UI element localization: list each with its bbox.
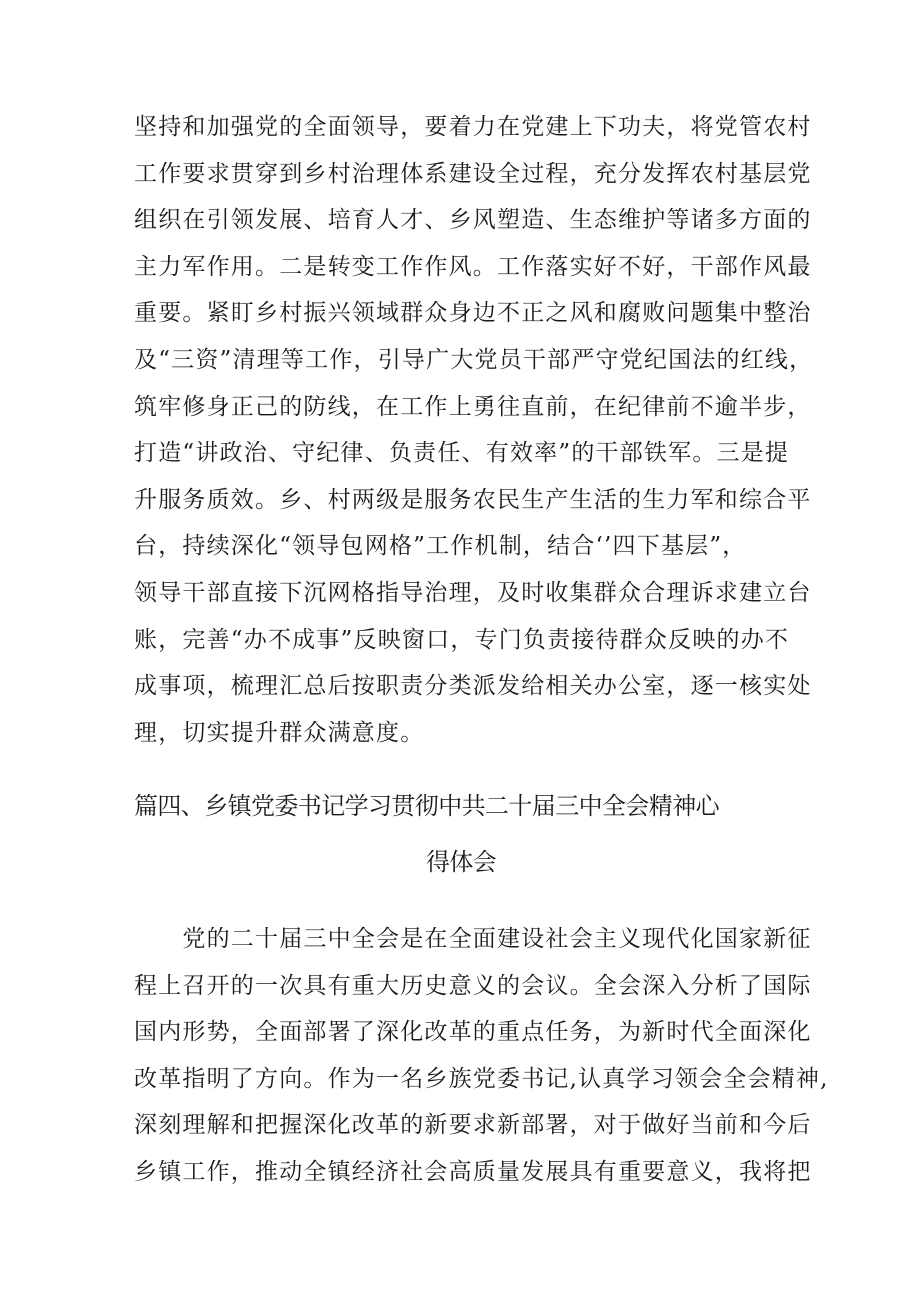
section-heading bbox=[134, 778, 794, 890]
text-line: 台，持续深化“领导包网格”工作机制，结合‘’四下基层”， bbox=[134, 533, 747, 560]
text-line: 乡镇工作，推动全镇经济社会高质量发展具有重要意义，我将把 bbox=[134, 1158, 812, 1185]
text-line: 打造“讲政治、守纪律、负责任、有效率”的干部铁军。三是提 bbox=[134, 440, 790, 467]
text-line: 理，切实提升群众满意度。 bbox=[134, 719, 425, 746]
text-line: 成事项，梳理汇总后按职责分类派发给相关办公室，逐一核实处 bbox=[134, 673, 812, 700]
text-line: 深刻理解和把握深化改革的新要求新部署，对于做好当前和今后 bbox=[134, 1112, 812, 1139]
heading-line: 得体会 bbox=[426, 848, 497, 876]
text-line: 领导干部直接下沉网格指导治理，及时收集群众合理诉求建立台 bbox=[134, 579, 812, 606]
body-paragraph bbox=[134, 916, 829, 1196]
text-line: 坚持和加强党的全面领导，要着力在党建上下功夫，将党管农村 bbox=[134, 114, 812, 140]
text-line: 及“三资”清理等工作，引导广大党员干部严守党纪国法的红线， bbox=[134, 346, 814, 373]
text-line: 改革指明了方向。作为一名乡族党委书记,认真学习领会全会精神, bbox=[134, 1065, 829, 1092]
heading-line: 篇四、乡镇党委书记学习贯彻中共二十届三中全会精神心 bbox=[134, 792, 719, 820]
text-line: 国内形势，全面部署了深化改革的重点任务，为新时代全面深化 bbox=[134, 1019, 812, 1046]
text-line: 工作要求贯穿到乡村治理体系建设全过程，充分发挥农村基层党 bbox=[134, 160, 812, 187]
text-line: 组织在引领发展、培育人才、乡风塑造、生态维护等诸多方面的 bbox=[134, 207, 812, 234]
text-line: 筑牢修身正己的防线，在工作上勇往直前，在纪律前不逾半步， bbox=[134, 393, 812, 420]
text-line: 账，完善“办不成事”反映窗口，专门负责接待群众反映的办不 bbox=[134, 626, 790, 653]
text-line: 主力军作用。二是转变工作作风。工作落实好不好，干部作风最 bbox=[134, 253, 812, 280]
text-line: 程上召开的一次具有重大历史意义的会议。全会深入分析了国际 bbox=[134, 972, 812, 999]
text-line: 重要。紧盯乡村振兴领域群众身边不正之风和腐败问题集中整治 bbox=[134, 300, 812, 327]
text-line: 党的二十届三中全会是在全面建设社会主义现代化国家新征 bbox=[134, 926, 812, 952]
text-line: 升服务质效。乡、村两级是服务农民生产生活的生力军和综合平 bbox=[134, 486, 812, 513]
body-paragraph bbox=[134, 104, 814, 756]
